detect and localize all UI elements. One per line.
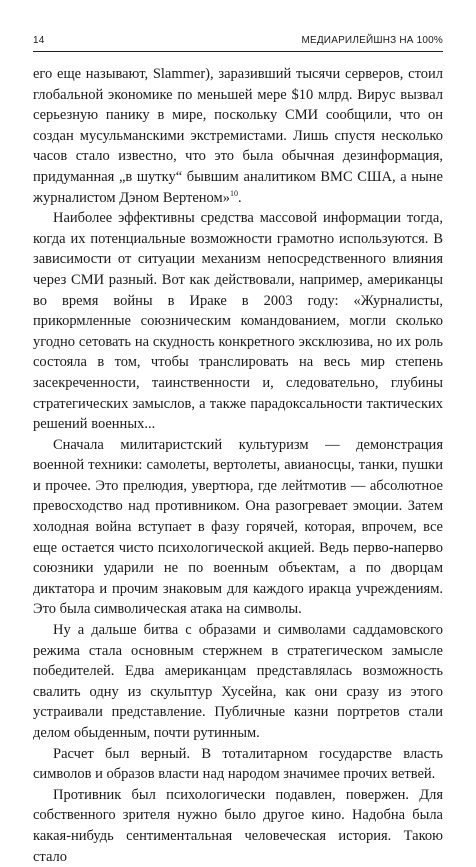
page-header (33, 35, 443, 49)
body-text (33, 64, 443, 867)
header-rule (33, 51, 443, 52)
footnote-marker: 10 (229, 188, 238, 198)
paragraph: Наиболее эффективны средства массовой информации тогда, когда их потенциальные возможности грамотно используются. В зависимости от ситуации механизм непосредственного влияния через СМИ разный. Вот как действовали, например, американцы во время войны в Ираке в 2003 году: «Журналисты, прикормленные союзническим командованием, могли сколько угодно сетовать на скудность конкретного эксклюзива, но их роль состояла в том, чтобы транслировать на весь мир степень засекреченности, таинственности и, следовательно, глубины стратегических замыслов, а также парадоксальности тактических решений военных... (33, 210, 443, 433)
paragraph: Противник был психологически подавлен, повержен. Для собственного зрителя нужно было другое кино. Надобна была какая-нибудь сентиментальная человеческая история. Такою стало (33, 786, 443, 865)
paragraph: его еще называют, Slammer), заразивший тысячи серверов, стоил глобальной экономике по меньшей мере $10 млрд. Вирус вызвал серьезную панику в мире, поскольку СМИ сообщили, что он создан мусульманскими экстремистами. Лишь спустя несколько часов стало известно, что это была обычная дезинформация, придуманная „в шутку“ бывшим аналитиком ВМС США, а ныне журналистом Дэном Вертеном»$^{10}$. (33, 66, 443, 206)
page-number: 14 (33, 35, 45, 46)
paragraph: Сначала милитаристский культуризм — демонстрация военной техники: самолеты, вертолеты, авианосцы, танки, пушки и прочее. Это прелюдия, увертюра, где лейтмотив — абсолютное превосходство над противником. Она разогревает эмоции. Затем холодная война вступает в фазу горячей, которая, впрочем, все еще остается чисто психологической акцией. Ведь перво-наперво союзники ударили не по военным объектам, а по дворцам диктатора и прочим знаковым для каждого иракца учреждениям. Это была символическая атака на символы. (33, 436, 443, 618)
paragraph: Ну а дальше битва с образами и символами саддамовского режима стала основным стержнем в стратегическом замысле победителей. Едва американцам представлялась возможность свалить одну из скульптур Хусейна, как они сразу из этого устраивали представление. Публичные казни портретов стали делом обыденным, почти рутинным. (33, 622, 443, 741)
paragraph: Расчет был верный. В тоталитарном государстве власть символов и образов власти над народом значимее прочих ветвей. (33, 745, 443, 783)
running-title: МЕДИАРИЛЕЙШНЗ НА 100% (301, 35, 443, 46)
